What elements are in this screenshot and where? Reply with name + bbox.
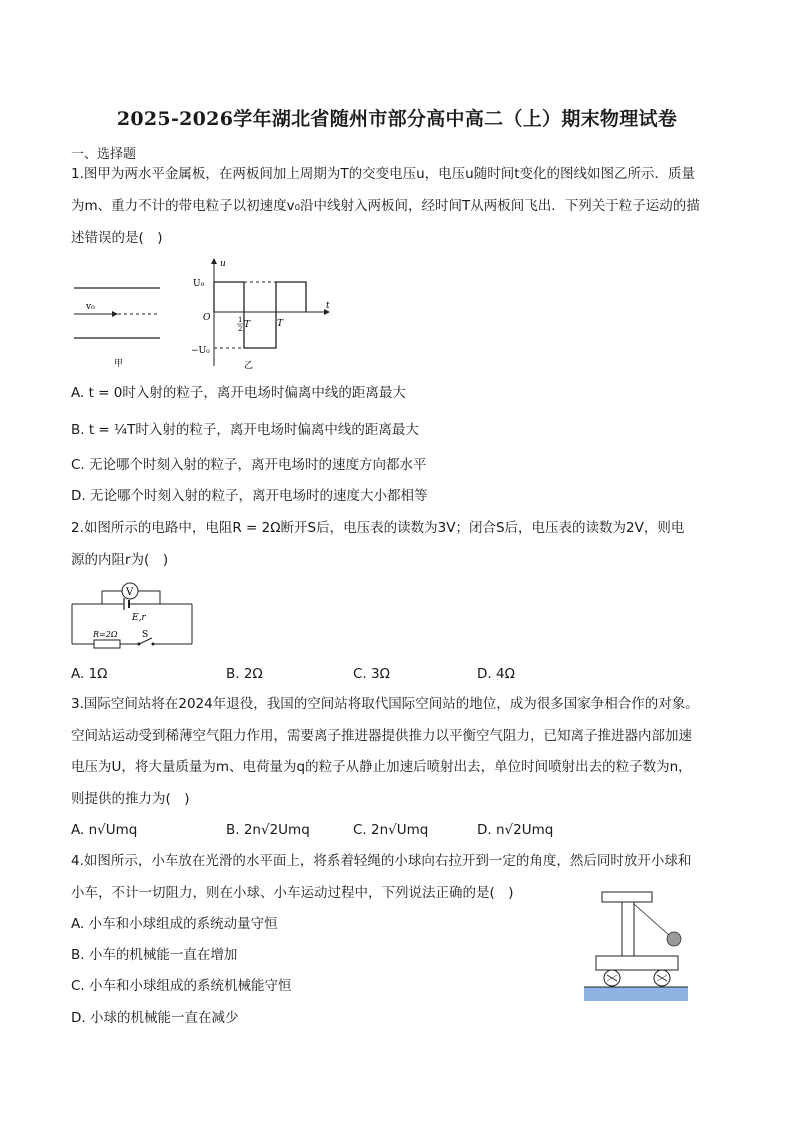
- q3-option-d: D. n√2Umq: [477, 822, 554, 838]
- half-t-denominator: 2: [238, 325, 243, 333]
- q4-line-1: 4.如图所示，小车放在光滑的水平面上，将系着轻绳的小球向右拉开到一定的角度，然后同时放开小球和: [71, 853, 692, 869]
- voltage-wave-figure: [190, 256, 340, 374]
- q1-option-d: D. 无论哪个时刻入射的粒子，离开电场时的速度大小都相等: [71, 488, 428, 504]
- section-heading: 一、选择题: [71, 147, 137, 162]
- q4-option-b: B. 小车的机械能一直在增加: [71, 947, 238, 963]
- half-t-numerator: 1: [238, 316, 243, 324]
- q2-option-a: A. 1Ω: [71, 666, 108, 682]
- q2-option-c: C. 3Ω: [353, 666, 390, 682]
- t-axis-label: t: [326, 301, 330, 311]
- q3-line-3: 电压为U，将大量质量为m、电荷量为q的粒子从静止加速后喷射出去，单位时间喷射出去的粒子数为n，: [71, 759, 692, 775]
- q2-line-2: 源的内阻r为( ): [71, 552, 169, 568]
- q1-option-c: C. 无论哪个时刻入射的粒子，离开电场时的速度方向都水平: [71, 457, 427, 473]
- q3-option-b: B. 2n√2Umq: [226, 822, 310, 838]
- q2-line-1: 2.如图所示的电路中，电阻R = 2Ω断开S后，电压表的读数为3V；闭合S后，电压表的读数为2V，则电: [71, 520, 685, 536]
- q3-line-4: 则提供的推力为( ): [71, 791, 190, 807]
- q2-option-b: B. 2Ω: [226, 666, 263, 682]
- q1-option-a: A. t = 0时入射的粒子，离开电场时偏离中线的距离最大: [71, 385, 406, 401]
- q1-line-1: 1.图甲为两水平金属板，在两板间加上周期为T的交变电压u，电压u随时间t变化的图线如图乙所示．质量: [71, 166, 696, 182]
- page-title: 2025-2026学年湖北省随州市部分高中高二（上）期末物理试卷: [116, 108, 678, 130]
- voltmeter-label: V: [126, 587, 134, 598]
- q3-line-2: 空间站运动受到稀薄空气阻力作用，需要离子推进器提供推力以平衡空气阻力，已知离子推进器内部加速: [71, 728, 692, 744]
- u-axis-label: u: [220, 259, 226, 269]
- origin-label: O: [203, 313, 211, 323]
- q4-option-c: C. 小车和小球组成的系统机械能守恒: [71, 978, 292, 994]
- circuit-figure: [68, 580, 196, 650]
- q1-line-2: 为m、重力不计的带电粒子以初速度v₀沿中线射入两板间，经时间T从两板间飞出．下列关于粒子运动的描: [71, 198, 700, 214]
- q3-option-c: C. 2n√Umq: [353, 822, 429, 838]
- figure-jia-caption: 甲: [114, 359, 124, 369]
- q4-option-a: A. 小车和小球组成的系统动量守恒: [71, 916, 278, 932]
- q1-line-3: 述错误的是( ): [71, 230, 163, 246]
- q2-option-d: D. 4Ω: [477, 666, 515, 682]
- t-period-label: T: [277, 319, 284, 329]
- q3-option-a: A. n√Umq: [71, 822, 138, 838]
- resistor-label: R=2Ω: [93, 630, 118, 639]
- v0-label: v₀: [86, 302, 95, 312]
- switch-label: S: [142, 630, 149, 640]
- half-t-label: T: [244, 320, 251, 330]
- cart-pendulum-figure: [582, 890, 690, 1006]
- neg-u0-label: −U₀: [191, 346, 210, 356]
- q4-line-2: 小车，不计一切阻力，则在小球、小车运动过程中，下列说法正确的是( ): [71, 885, 514, 901]
- source-label: E,r: [132, 613, 146, 623]
- parallel-plates-figure: [72, 276, 164, 372]
- q1-option-b: B. t = ¼T时入射的粒子，离开电场时偏离中线的距离最大: [71, 422, 419, 438]
- u0-label: U₀: [193, 279, 205, 289]
- figure-yi-caption: 乙: [244, 361, 254, 371]
- q4-option-d: D. 小球的机械能一直在减少: [71, 1010, 239, 1026]
- q3-line-1: 3.国际空间站将在2024年退役，我国的空间站将取代国际空间站的地位，成为很多国家争相合作的对象。: [71, 696, 699, 712]
